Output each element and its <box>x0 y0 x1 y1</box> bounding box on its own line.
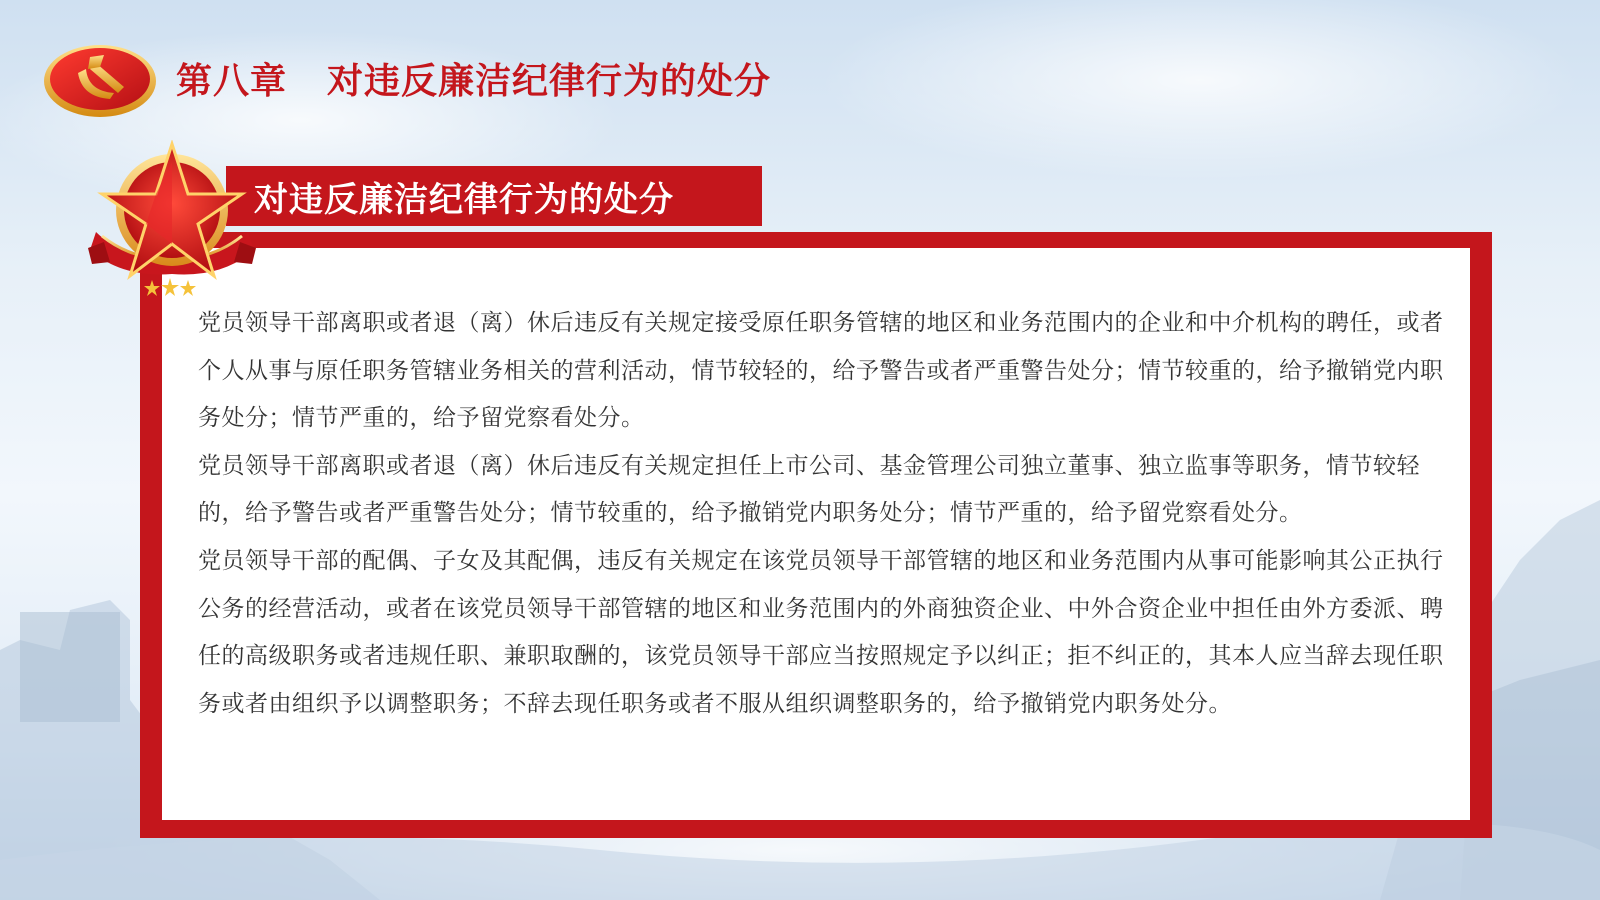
content-text <box>198 300 1460 728</box>
content-paragraph-1: 党员领导干部离职或者退（离）休后违反有关规定接受原任职务管辖的地区和业务范围内的企业和中介机构的聘任，或者个人从事与原任职务管辖业务相关的营利活动，情节较轻的，给予警告或者严重警告处分；情节较重的，给予撤销党内职务处分；情节严重的，给予留党察看处分。 <box>198 310 1444 432</box>
chapter-title <box>176 53 771 104</box>
content-panel <box>140 232 1492 838</box>
party-emblem-icon <box>38 33 158 123</box>
content-paragraph-3: 党员领导干部的配偶、子女及其配偶，违反有关规定在该党员领导干部管辖的地区和业务范围内从事可能影响其公正执行公务的经营活动，或者在该党员领导干部管辖的地区和业务范围内的外商独资企业、中外合资企业中担任由外方委派、聘任的高级职务或者违规任职、兼职取酬的，该党员领导干部应当按照规定予以纠正；拒不纠正的，其本人应当辞去现任职务或者由组织予以调整职务；不辞去现任职务或者不服从组织调整职务的，给予撤销党内职务处分。 <box>198 547 1444 717</box>
content-panel-inner <box>162 248 1470 820</box>
section-title: 对违反廉洁纪律行为的处分 <box>254 179 674 220</box>
slide-header <box>38 28 771 128</box>
section-title-tab <box>226 166 762 226</box>
content-paragraph-2: 党员领导干部离职或者退（离）休后违反有关规定担任上市公司、基金管理公司独立董事、独立监事等职务，情节较轻的，给予警告或者严重警告处分；情节较重的，给予撤销党内职务处分；情节严重的，给予留党察看处分。 <box>198 452 1420 527</box>
red-star-badge-icon <box>82 140 262 305</box>
chapter-number: 第八章 <box>176 60 288 102</box>
chapter-heading: 对违反廉洁纪律行为的处分 <box>327 60 772 102</box>
